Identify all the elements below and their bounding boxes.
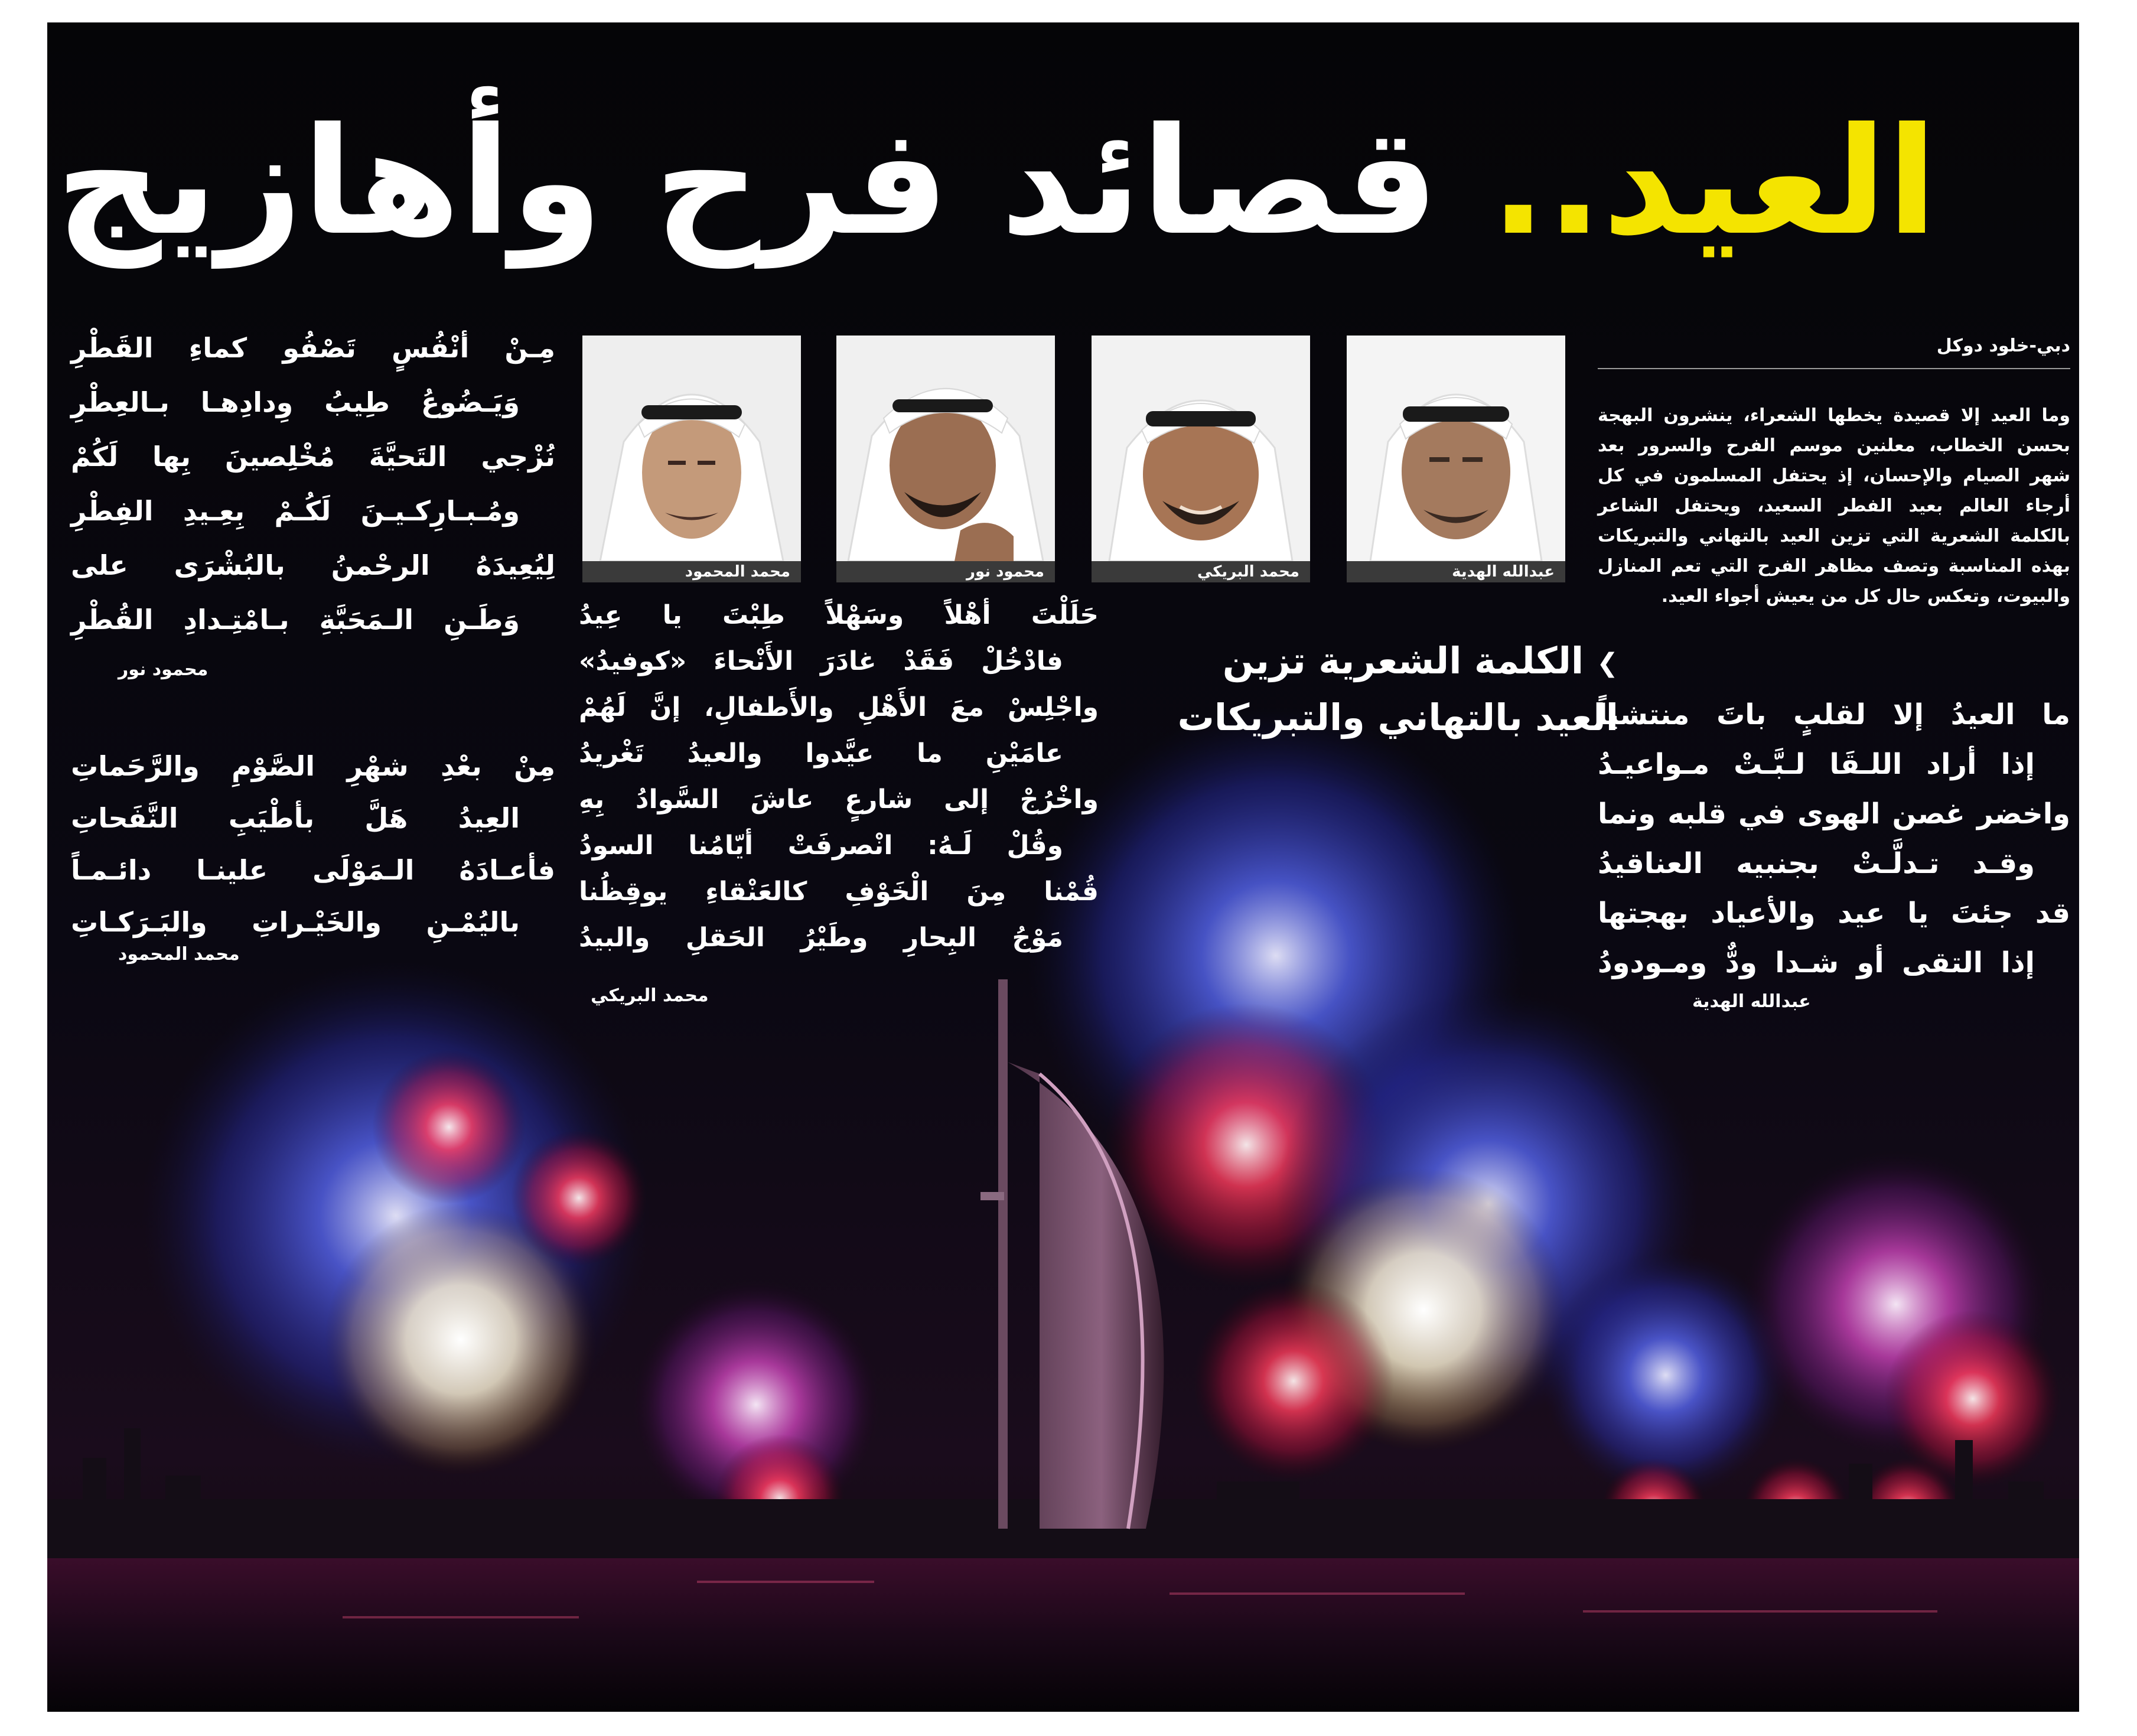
portrait-photo-mahmoud — [582, 336, 801, 561]
portrait-caption: محمد البريكي — [1092, 561, 1310, 582]
headline-rest: قصائد فرح وأهازيج — [55, 96, 1439, 268]
poem-line: مِـنْ أنْفُسٍ تَصْفُو كماءِ القَطْرِ — [71, 332, 555, 364]
poem-line: قد جئتَ يا عيد والأعياد بهجتها — [1598, 897, 2070, 930]
poem-author-hadiya: عبدالله الهدية — [1692, 991, 1811, 1012]
poem-hadiya — [1598, 690, 2070, 988]
poem-line: واجْلِسْ معَ الأَهْلِ والأَطفالِ، إنَّ لَهُمْ — [579, 692, 1099, 722]
chevron-left-icon: ❯ — [1597, 647, 1618, 678]
poem-line: لِيُعِيدَهُ الرحْمنُ بالبُشْرَى على — [71, 549, 555, 581]
subheading-line2: العيد بالتهاني والتبريكات — [1177, 695, 1618, 739]
headline-highlight: العيد.. — [1490, 96, 1937, 268]
poem-line: وَيَـضُوعُ طِيبُ وِدادِهـا بـالعِطْرِ — [71, 386, 520, 418]
poem-line: فادْخُلْ فَقَدْ غادَرَ الأَنْحاءَ «كوفيدُ» — [579, 646, 1063, 676]
feature-panel — [47, 22, 2079, 1712]
poem-line: حَلَلْتَ أهْلاً وسَهْلاً طِبْتَ يا عِيدُ — [579, 600, 1099, 630]
poem-author-buraiki: محمد البريكي — [591, 985, 709, 1006]
portrait-photo-noor — [836, 336, 1055, 561]
poem-line: ومُـبـارِكـيـنَ لَكُـمْ بِعِـيدِ الفِطْرِ — [71, 495, 520, 527]
poem-line: إذا التقى أو شـدا ودٌّ ومـودودُ — [1598, 946, 2035, 979]
poem-line: وَطَـنِ الـمَحَبَّةِ بـامْتِـدادِ القُطْرِ — [71, 604, 520, 636]
poem-mahmoud — [71, 740, 555, 948]
poem-line: واخْرُجْ إلى شارعٍ عاشَ السَّوادُ بِهِ — [579, 784, 1099, 815]
byline: دبي-خلود دوكل — [1936, 336, 2070, 356]
poem-line: مِنْ بعْدِ شهْرِ الصَّوْمِ والرَّحَماتِ — [71, 750, 555, 782]
poem-line: فأعـادَهُ الـمَوْلَى علينـا دائـمـاً — [71, 854, 555, 886]
poem-noor — [71, 321, 555, 647]
intro-paragraph: وما العيد إلا قصيدة يخطها الشعراء، ينشرون البهجة بحسن الخطاب، معلنين موسم الفرح والسرور بعد شهر الصيام والإحسان، إذ يحتفل المسلمون في كل أرجاء العالم بعيد الفطر السعيد، ويحتفل الشاعر بالكلمة الشعرية التي تزين العيد بالتهاني والتبريكات بهذه المناسبة وتصف مظاهر الفرح التي تعم المنازل والبيوت، وتعكس حال كل من يعيش أجواء العيد. — [1598, 405, 2070, 607]
poem-buraiki — [579, 592, 1099, 961]
portrait-noor-image — [836, 336, 1055, 561]
poem-line: نُزْجي التَحيَّةَ مُخْلِصينَ بِها لَكُمْ — [71, 441, 555, 473]
headline — [55, 76, 1937, 288]
byline-divider — [1598, 368, 2070, 369]
portrait-caption: عبدالله الهدية — [1347, 561, 1565, 582]
poem-line: وقـد تـدلَّـتْ بجنبيه العناقيدُ — [1598, 847, 2035, 880]
portrait-photo-hadiya — [1347, 336, 1565, 561]
poem-line: قُمْنا مِنَ الْخَوْفِ كالعَنْقاءِ يوقِظُنا — [579, 877, 1099, 907]
subheading-line1: الكلمة الشعرية تزين — [1222, 639, 1584, 682]
portrait-hadiya-image — [1347, 336, 1565, 561]
poem-line: واخضر غصن الهوى في قلبه ونما — [1598, 797, 2070, 830]
portrait-caption: محمد المحمود — [582, 561, 801, 582]
poem-line: العِيدُ هَلَّ بأطْيَبِ النَّفَحاتِ — [71, 802, 520, 834]
poem-line: عامَيْنِ ما عيَّدوا والعيدُ تَغْريدُ — [579, 738, 1063, 768]
poem-author-mahmoud: محمد المحمود — [118, 944, 240, 965]
poem-line: باليُمْـنِ والخَيْـراتِ والبَـرَكـاتِ — [71, 906, 520, 938]
poem-line: ما العيدُ إلا لقلبٍ باتَ منتشياً — [1598, 698, 2070, 731]
portrait-mahmoud-image — [582, 336, 801, 561]
subheading — [1105, 634, 1618, 745]
poem-author-noor: محمود نور — [118, 659, 209, 680]
poem-line: وقُلْ لَـهُ: انْصرفَتْ أيّامُنا السودُ — [579, 830, 1063, 861]
poem-line: إذا أراد اللـقَا لـبَّـتْ مـواعيـدُ — [1598, 748, 2035, 781]
poem-line: مَوْجُ البِحارِ وطَيْرُ الحَقلِ والبيدُ — [579, 923, 1063, 953]
portrait-caption: محمود نور — [836, 561, 1055, 582]
portrait-buraiki-image — [1092, 336, 1310, 561]
portrait-photo-buraiki — [1092, 336, 1310, 561]
